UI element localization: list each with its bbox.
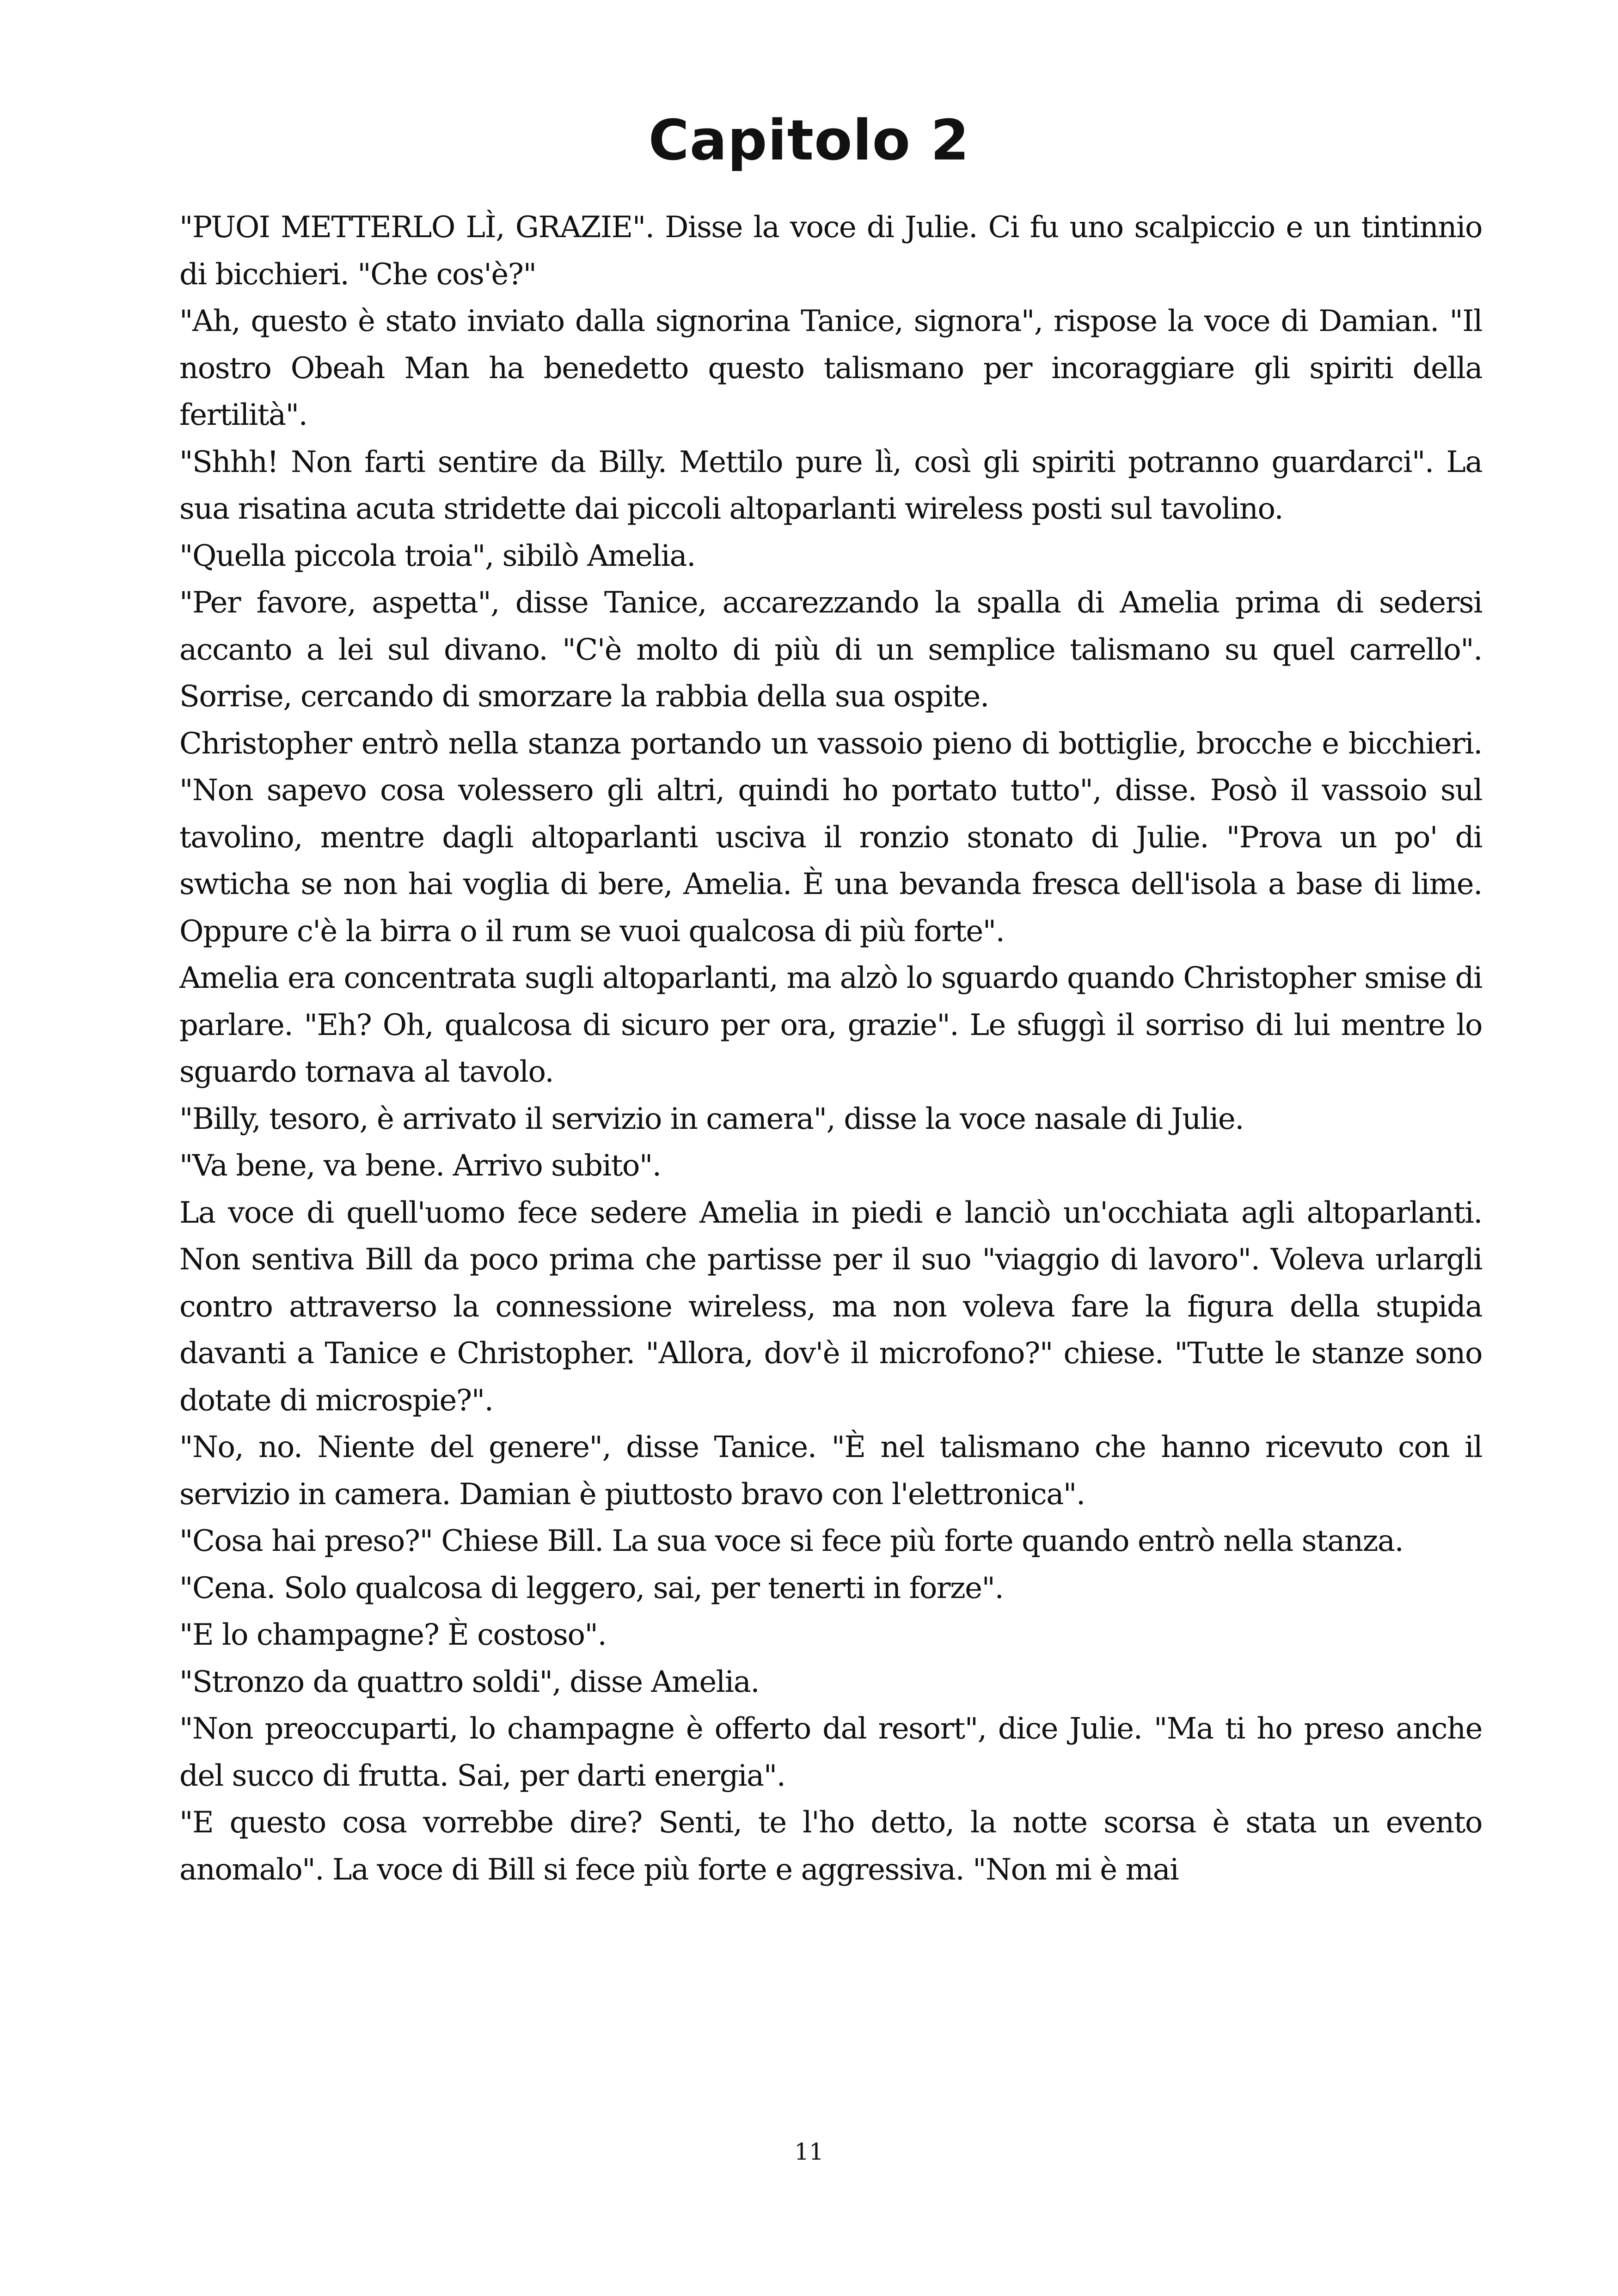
paragraph: "Billy, tesoro, è arrivato il servizio in camera", disse la voce nasale di Julie. xyxy=(179,1102,1244,1136)
body-text xyxy=(179,204,1482,1893)
paragraph: "Non preoccuparti, lo champagne è offerto dal resort", dice Julie. "Ma ti ho preso anche del succo di frutta. Sai, per darti energia". xyxy=(179,1712,1482,1793)
paragraph: "Ah, questo è stato inviato dalla signorina Tanice, signora", rispose la voce di Damian. "Il nostro Obeah Man ha benedetto questo talismano per incoraggiare gli spiriti della fertilità". xyxy=(179,304,1482,432)
paragraph: "E lo champagne? È costoso". xyxy=(179,1618,607,1652)
paragraph: "Va bene, va bene. Arrivo subito". xyxy=(179,1149,661,1183)
paragraph: "E questo cosa vorrebbe dire? Senti, te l'ho detto, la notte scorsa è stata un evento anomalo". La voce di Bill si fece più forte e aggressiva. "Non mi è mai xyxy=(179,1806,1482,1887)
paragraph: La voce di quell'uomo fece sedere Amelia in piedi e lanciò un'occhiata agli altoparlanti. Non sentiva Bill da poco prima che partisse per il suo "viaggio di lavoro". Voleva urlargli contro attraverso la connessione wireless, ma non voleva fare la figura della stupida davanti a Tanice e Christopher. "Allora, dov'è il microfono?" chiese. "Tutte le stanze sono dotate di microspie?". xyxy=(179,1195,1482,1418)
paragraph: "Shhh! Non farti sentire da Billy. Mettilo pure lì, così gli spiriti potranno guardarci". La sua risatina acuta stridette dai piccoli altoparlanti wireless posti sul tavolino. xyxy=(179,445,1482,526)
paragraph: "Per favore, aspetta", disse Tanice, accarezzando la spalla di Amelia prima di sedersi accanto a lei sul divano. "C'è molto di più di un semplice talismano su quel carrello". Sorrise, cercando di smorzare la rabbia della sua ospite. xyxy=(179,586,1482,714)
paragraph: "Cosa hai preso?" Chiese Bill. La sua voce si fece più forte quando entrò nella stanza. xyxy=(179,1524,1403,1558)
chapter-title: Capitolo 2 xyxy=(648,109,970,173)
paragraph: Amelia era concentrata sugli altoparlanti, ma alzò lo sguardo quando Christopher smise di parlare. "Eh? Oh, qualcosa di sicuro per ora, grazie". Le sfuggì il sorriso di lui mentre lo sguardo tornava al tavolo. xyxy=(179,961,1482,1089)
paragraph: "Quella piccola troia", sibilò Amelia. xyxy=(179,539,695,573)
paragraph: "Cena. Solo qualcosa di leggero, sai, per tenerti in forze". xyxy=(179,1571,1004,1605)
paragraph: Christopher entrò nella stanza portando un vassoio pieno di bottiglie, brocche e bicchieri. "Non sapevo cosa volessero gli altri, quindi ho portato tutto", disse. Posò il vassoio sul tavolino, mentre dagli altoparlanti usciva il ronzio stonato di Julie. "Prova un po' di swticha se non hai voglia di bere, Amelia. È una bevanda fresca dell'isola a base di lime. Oppure c'è la birra o il rum se vuoi qualcosa di più forte". xyxy=(179,726,1482,949)
paragraph: "No, no. Niente del genere", disse Tanice. "È nel talismano che hanno ricevuto con il servizio in camera. Damian è piuttosto bravo con l'elettronica". xyxy=(179,1430,1482,1512)
paragraph: "PUOI METTERLO LÌ, GRAZIE". Disse la voce di Julie. Ci fu uno scalpiccio e un tintinnio di bicchieri. "Che cos'è?" xyxy=(179,210,1482,292)
paragraph: "Stronzo da quattro soldi", disse Amelia. xyxy=(179,1665,760,1699)
page-number: 11 xyxy=(794,2138,824,2165)
